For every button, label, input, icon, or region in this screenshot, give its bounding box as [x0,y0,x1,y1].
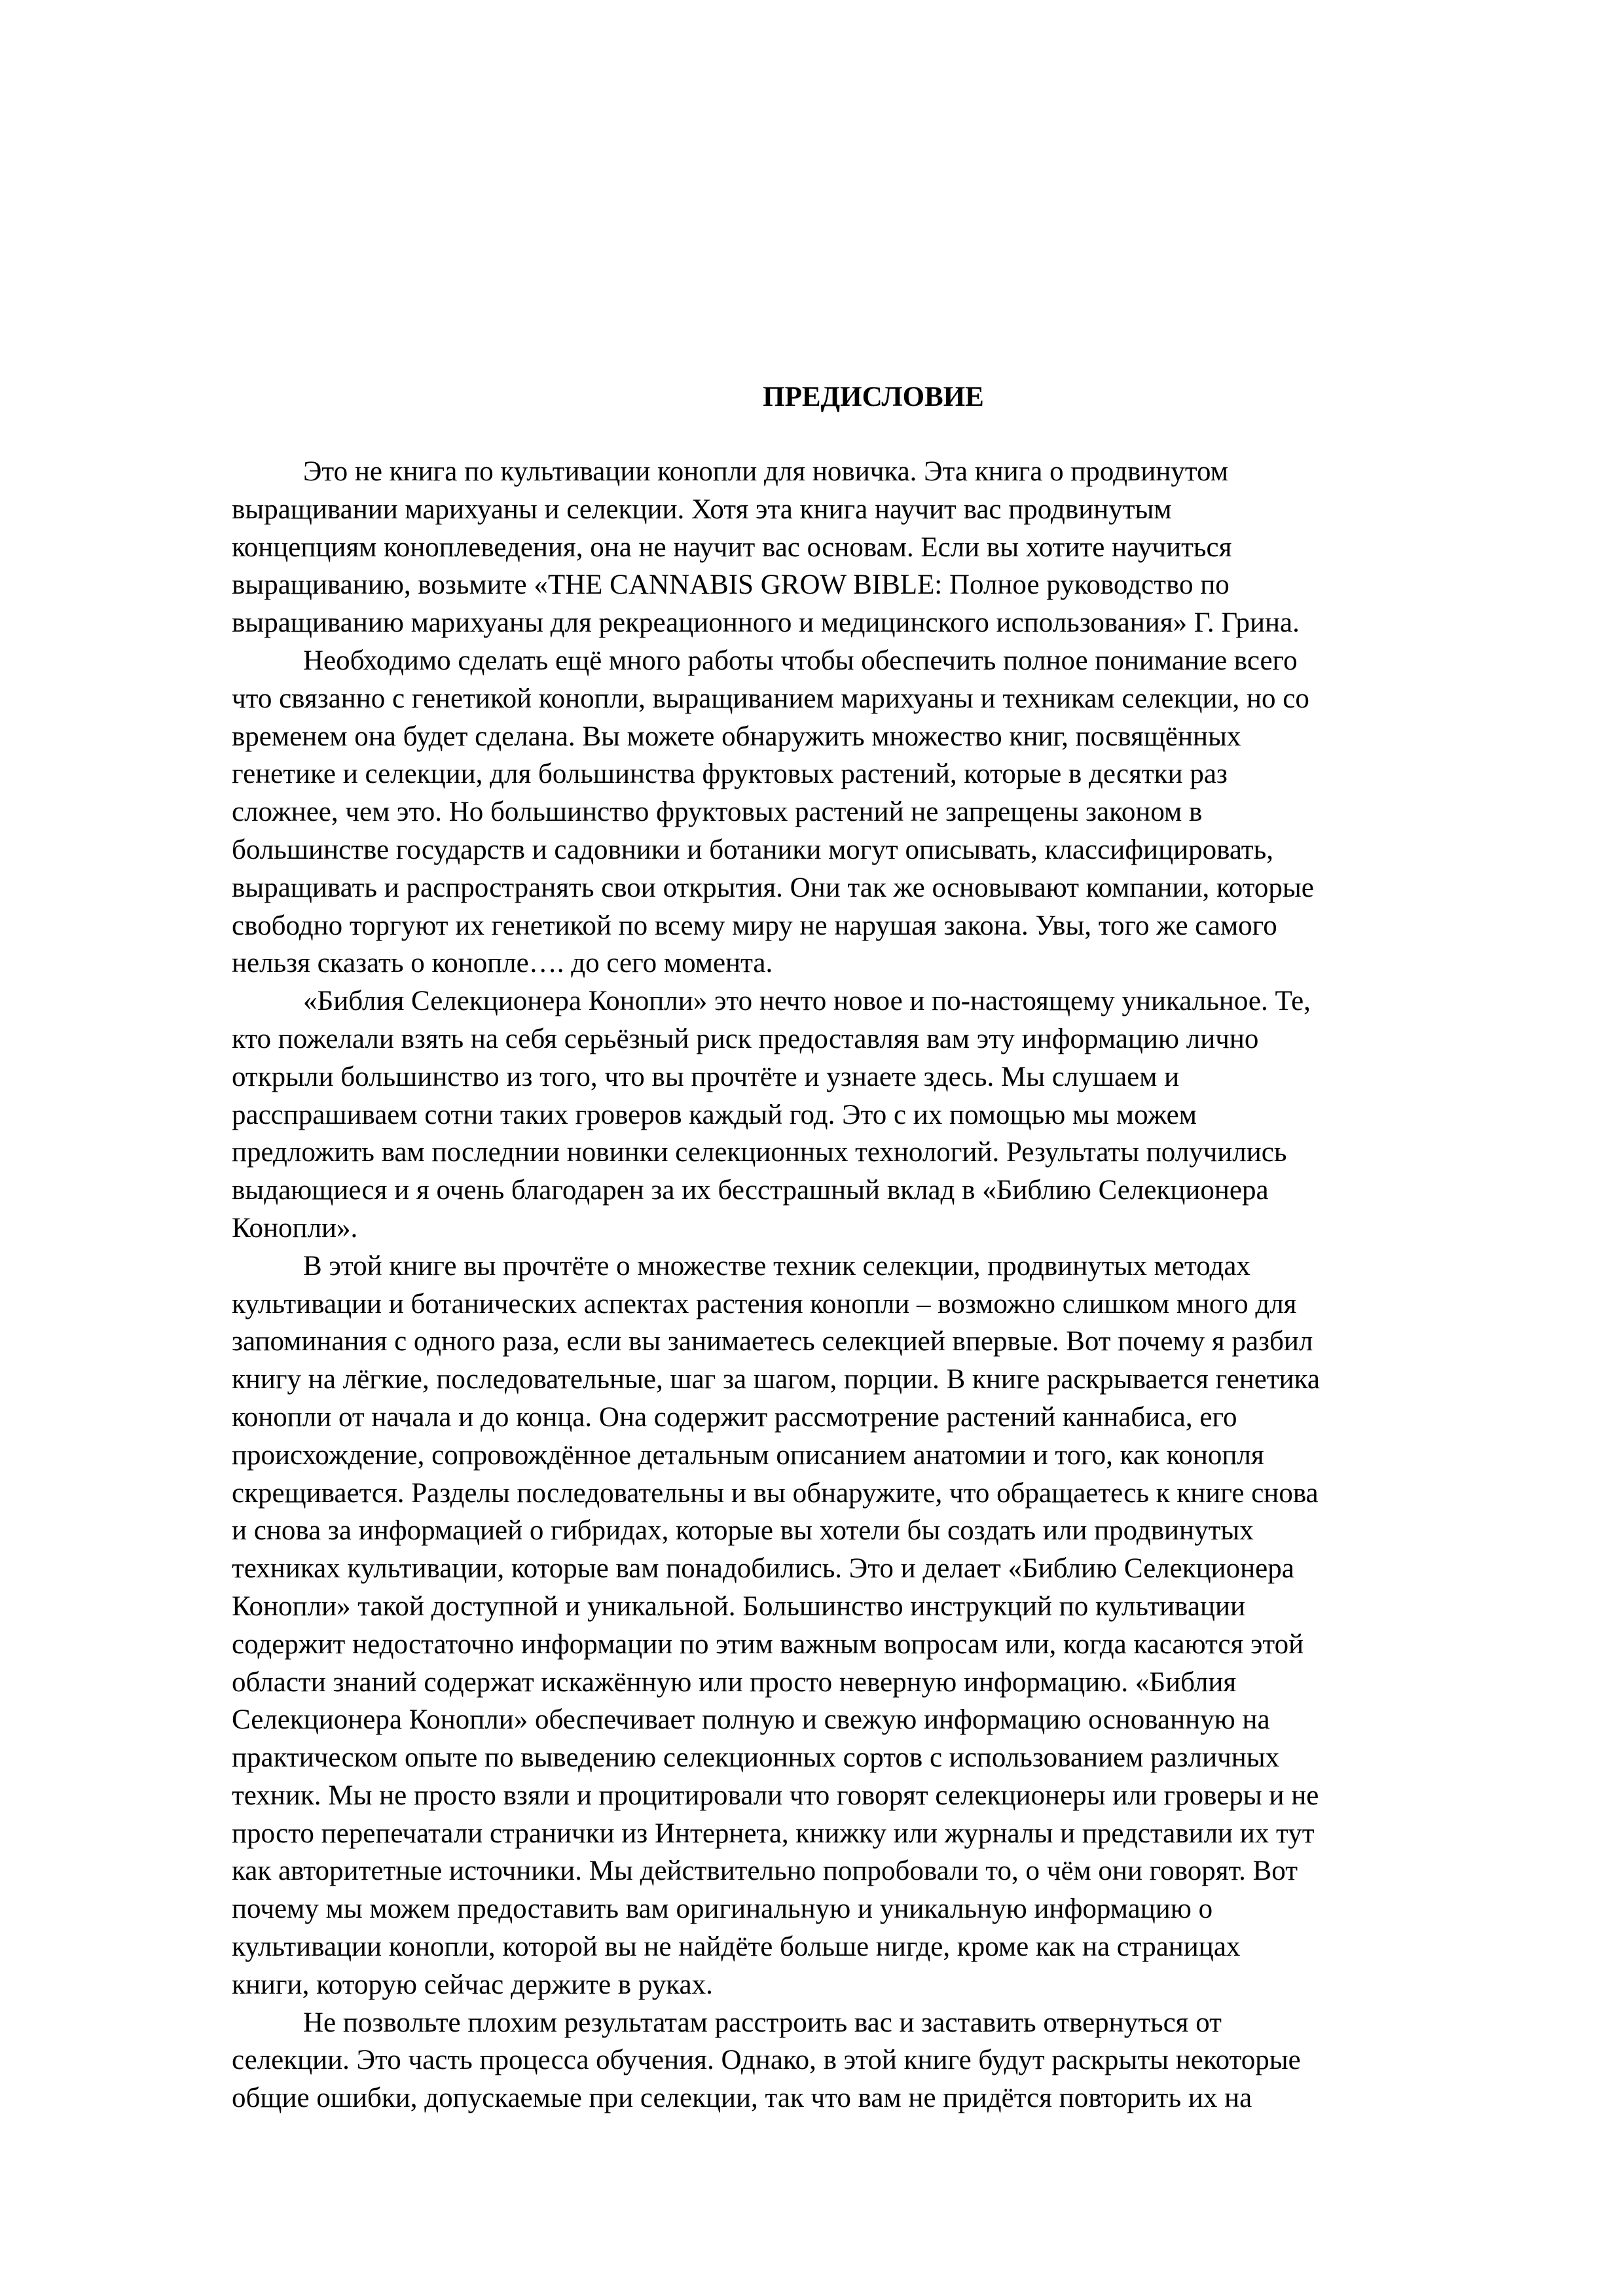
text-line: выращиванию, возьмите «THE CANNABIS GROW BIBLE: Полное руководство по [232,569,1230,601]
text-line: открыли большинство из того, что вы прочтёте и узнаете здесь. Мы слушаем и [232,1061,1180,1092]
text-line: концепциям коноплеведения, она не научит вас основам. Если вы хотите научиться [232,531,1232,563]
text-line: просто перепечатали странички из Интернета, книжку или журналы и представили их тут [232,1818,1315,1849]
text-line: В этой книге вы прочтёте о множестве техник селекции, продвинутых методах [303,1250,1250,1282]
paragraph-4 [232,1247,1502,2004]
text-line: культивации конопли, которой вы не найдёте больше нигде, кроме как на страницах [232,1931,1241,1963]
text-line: расспрашиваем сотни таких гроверов каждый год. Это с их помощью мы можем [232,1099,1197,1130]
text-line: книгу на лёгкие, последовательные, шаг за шагом, порции. В книге раскрывается генетика [232,1364,1321,1395]
text-line: книги, которую сейчас держите в руках. [232,1969,713,2000]
paragraph-5 [232,2004,1502,2117]
text-line: запоминания с одного раза, если вы занимаетесь селекцией впервые. Вот почему я разбил [232,1326,1313,1357]
text-line: общие ошибки, допускаемые при селекции, так что вам не придётся повторить их на [232,2083,1252,2114]
text-line: «Библия Селекционера Конопли» это нечто новое и по-настоящему уникальное. Те, [303,986,1311,1017]
text-line: Конопли» такой доступной и уникальной. Большинство инструкций по культивации [232,1590,1246,1622]
text-line: области знаний содержат искажённую или просто неверную информацию. «Библия [232,1666,1237,1698]
paragraph-3 [232,982,1502,1247]
text-line: Необходимо сделать ещё много работы чтобы обеспечить полное понимание всего [303,645,1298,676]
paragraph-1 [232,453,1502,642]
text-line: выдающиеся и я очень благодарен за их бесстрашный вклад в «Библию Селекционера [232,1175,1269,1206]
text-line: временем она будет сделана. Вы можете обнаружить множество книг, посвящённых [232,721,1241,752]
text-line: Это не книга по культивации конопли для новичка. Эта книга о продвинутом [303,456,1228,487]
text-line: кто пожелали взять на себя серьёзный риск предоставляя вам эту информацию лично [232,1023,1259,1054]
text-line: происхождение, сопровождённое детальным описанием анатомии и того, как конопля [232,1439,1264,1471]
text-line: и снова за информацией о гибридах, которые вы хотели бы создать или продвинутых [232,1515,1254,1547]
text-line: Не позвольте плохим результатам расстроить вас и заставить отвернуться от [303,2007,1222,2038]
text-line: большинстве государств и садовники и ботаники могут описывать, классифицировать, [232,834,1273,865]
text-line: сложнее, чем это. Но большинство фруктовых растений не запрещены законом в [232,797,1203,828]
page-title: ПРЕДИСЛОВИЕ [763,382,984,412]
text-line: скрещивается. Разделы последовательны и вы обнаружите, что обращаетесь к книге снова [232,1477,1319,1509]
text-line: Конопли». [232,1212,358,1244]
text-line: конопли от начала и до конца. Она содержит рассмотрение растений каннабиса, его [232,1401,1237,1433]
text-line: нельзя сказать о конопле…. до сего момента. [232,948,773,979]
text-line: содержит недостаточно информации по этим важным вопросам или, когда касаются этой [232,1628,1304,1660]
text-line: предложить вам последнии новинки селекционных технологий. Результаты получились [232,1137,1287,1168]
text-line: техниках культивации, которые вам понадобились. Это и делает «Библию Селекционера [232,1553,1294,1585]
text-line: что связанно с генетикой конопли, выращиванием марихуаны и техникам селекции, но со [232,683,1309,714]
text-line: почему мы можем предоставить вам оригинальную и уникальную информацию о [232,1893,1213,1925]
text-line: выращиванию марихуаны для рекреационного и медицинского использования» Г. Грина. [232,607,1300,639]
text-line: выращивать и распространять свои открытия. Они так же основывают компании, которые [232,872,1314,903]
text-line: как авторитетные источники. Мы действительно попробовали то, о чём они говорят. Вот [232,1856,1298,1887]
text-line: выращивании марихуаны и селекции. Хотя эта книга научит вас продвинутым [232,493,1172,525]
document-content [232,378,1502,2117]
text-line: Селекционера Конопли» обеспечивает полную и свежую информацию основанную на [232,1704,1270,1736]
text-line: техник. Мы не просто взяли и процитировали что говорят селекционеры или гроверы и не [232,1780,1319,1811]
text-line: свободно торгуют их генетикой по всему миру не нарушая закона. Увы, того же самого [232,910,1277,941]
text-line: генетике и селекции, для большинства фруктовых растений, которые в десятки раз [232,759,1228,790]
text-line: культивации и ботанических аспектах растения конопли – возможно слишком много для [232,1288,1297,1319]
text-line: практическом опыте по выведению селекционных сортов с использованием различных [232,1742,1280,1774]
text-line: селекции. Это часть процесса обучения. Однако, в этой книге будут раскрыты некоторые [232,2045,1301,2076]
paragraph-2 [232,642,1502,982]
